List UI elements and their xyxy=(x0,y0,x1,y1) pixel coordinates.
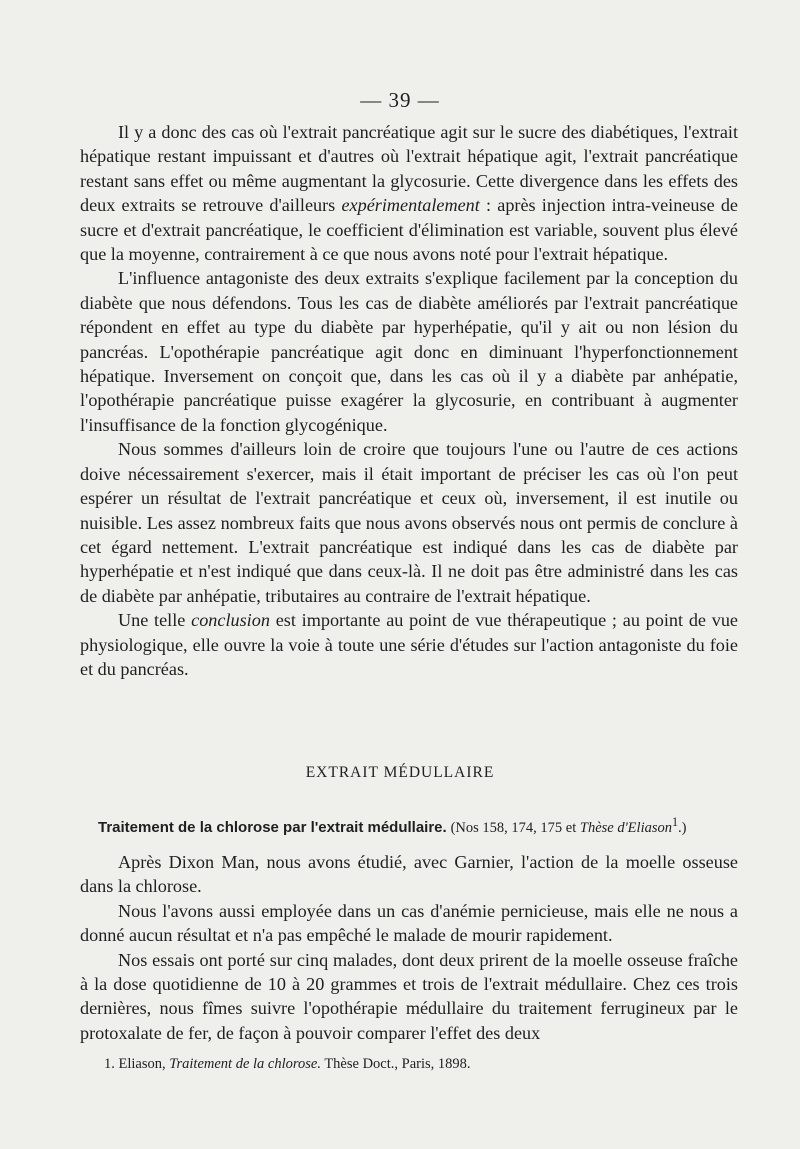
section-text xyxy=(80,850,738,1045)
emphasis: expérimentalement xyxy=(341,195,480,216)
emphasis: conclusion xyxy=(191,610,270,631)
paragraph: Il y a donc des cas où l'extrait pancréatique agit sur le sucre des diabétiques, l'extrait hépatique restant impuissant et d'autres où l'extrait hépatique agit, l'extrait pancréatique restant sans effet ou même augmentant la glycosurie. Cette divergence dans les effets des deux extraits se retrouve d'ailleurs expérimentalement : après injection intra-veineuse de sucre et d'extrait pancréatique, le coefficient d'élimination est variable, souvent plus élevé que la moyenne, contrairement à ce que nous avons noté pour l'extrait hépatique. xyxy=(80,122,738,265)
subheading-title: Traitement de la chlorose par l'extrait médullaire. xyxy=(98,818,447,836)
page-number: — 39 — xyxy=(360,88,440,112)
footnote-author: Eliason, xyxy=(118,1056,166,1072)
paragraph: Nous sommes d'ailleurs loin de croire que toujours l'une ou l'autre de ces actions doive nécessairement s'exercer, mais il était important de préciser les cas où l'on peut espérer un résultat de l'extrait pancréatique et ceux où, inversement, il est inutile ou nuisible. Les assez nombreux faits que nous avons observés nous ont permis de conclure à cet égard nettement. L'extrait pancréatique est indiqué dans les cas de diabète par hyperhépatie et n'est indiqué que dans ceux-là. Il ne doit pas être administré dans les cas de diabète par anhépatie, tributaires au contraire de l'extrait hépatique. xyxy=(80,439,738,606)
subheading xyxy=(98,815,758,837)
footnote-number: 1. xyxy=(104,1056,115,1072)
paragraph: Une telle conclusion est importante au point de vue thérapeutique ; au point de vue physiologique, elle ouvre la voie à toute une série d'études sur l'action antagoniste du foie et du pancréas. xyxy=(80,610,738,679)
footnote-title: Traitement de la chlorose. xyxy=(169,1056,321,1072)
footnote xyxy=(104,1056,744,1073)
paragraph: Nous l'avons aussi employée dans un cas d'anémie pernicieuse, mais elle ne nous a donné aucun résultat et n'a pas empêché le malade de mourir rapidement. xyxy=(80,900,738,946)
footnote-marker: 1 xyxy=(672,815,679,829)
subheading-reference: (Nos 158, 174, 175 et Thèse d'Eliason$^1$.) xyxy=(450,815,687,836)
paragraph: Après Dixon Man, nous avons étudié, avec Garnier, l'action de la moelle osseuse dans la chlorose. xyxy=(80,852,738,897)
paragraph: Nos essais ont porté sur cinq malades, dont deux prirent de la moelle osseuse fraîche à la dose quotidienne de 10 à 20 grammes et trois de l'extrait médullaire. Chez ces trois dernières, nous fîmes suivre l'opothérapie médullaire du traitement ferrugineux par le protoxalate de fer, de façon à pouvoir comparer l'effet des deux xyxy=(80,949,738,1043)
footnote-details: Thèse Doct., Paris, 1898. xyxy=(324,1056,471,1072)
section-title: EXTRAIT MÉDULLAIRE xyxy=(305,764,495,781)
main-text xyxy=(80,120,738,681)
paragraph: L'influence antagoniste des deux extraits s'explique facilement par la conception du diabète que nous défendons. Tous les cas de diabète améliorés par l'extrait pancréatique répondent en effet au type du diabète par hyperhépatie, qu'il y ait ou non lésion du pancréas. L'opothérapie pancréatique agit donc en diminuant l'hyperfonctionnement hépatique. Inversement on conçoit que, dans les cas où il y a diabète par anhépatie, l'opothérapie pancréatique puisse exagérer la glycosurie, en contribuant à augmenter l'insuffisance de la fonction glycogénique. xyxy=(80,268,738,435)
